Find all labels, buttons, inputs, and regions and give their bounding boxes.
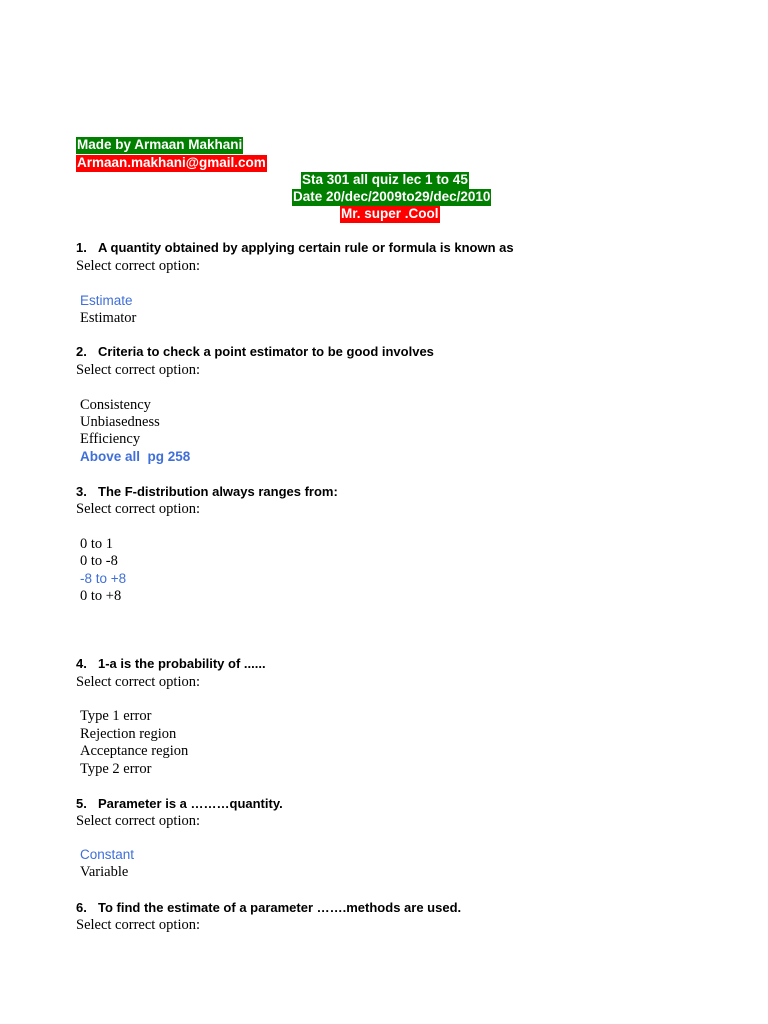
question-text: 1-a is the probability of ...... [98,656,266,671]
question-number: 2. [76,344,87,359]
header-email: Armaan.makhani@gmail.com [77,155,266,170]
question-3-option-4: 0 to +8 [80,588,122,604]
select-label: Select correct option: [76,258,201,274]
select-label: Select correct option: [76,813,201,829]
question-3-option-2: 0 to -8 [80,553,118,569]
question-6-title [76,900,461,915]
select-label: Select correct option: [76,917,201,933]
question-3-option-1: 0 to 1 [80,536,114,552]
question-text: Criteria to check a point estimator to be good involves [98,344,434,359]
question-number: 4. [76,656,87,671]
question-1-option-1-correct: Estimate [80,293,133,308]
question-5-title [76,796,283,811]
question-text: The F-distribution always ranges from: [98,484,338,499]
question-5-option-1-correct: Constant [80,847,135,862]
select-label: Select correct option: [76,362,201,378]
question-3-title [76,484,338,499]
question-2-option-4-correct: Above all pg 258 [80,449,191,464]
question-number: 6. [76,900,87,915]
question-2-option-3: Efficiency [80,431,141,447]
question-number: 3. [76,484,87,499]
question-4-option-4: Type 2 error [80,761,152,777]
question-text: A quantity obtained by applying certain rule or formula is known as [98,240,514,255]
question-number: 1. [76,240,87,255]
select-label: Select correct option: [76,674,201,690]
question-4-option-2: Rejection region [80,726,177,742]
question-2-option-1: Consistency [80,397,151,413]
question-4-title [76,656,266,671]
question-3-option-3-correct: -8 to +8 [80,571,127,586]
header-author-alias: Mr. super .Cool [341,206,439,221]
question-4-option-1: Type 1 error [80,708,152,724]
question-5-option-2: Variable [80,864,129,880]
question-text: To find the estimate of a parameter …….methods are used. [98,900,462,915]
question-1-title [76,240,514,255]
select-label: Select correct option: [76,501,201,517]
question-2-title [76,344,434,359]
header-made-by: Made by Armaan Makhani [77,137,243,152]
question-4-option-3: Acceptance region [80,743,189,759]
question-2-option-2: Unbiasedness [80,414,160,430]
question-text: Parameter is a ………quantity. [98,796,283,811]
question-number: 5. [76,796,87,811]
header-date: Date 20/dec/2009to29/dec/2010 [293,189,491,204]
header-course: Sta 301 all quiz lec 1 to 45 [302,172,468,187]
question-1-option-2: Estimator [80,310,137,326]
